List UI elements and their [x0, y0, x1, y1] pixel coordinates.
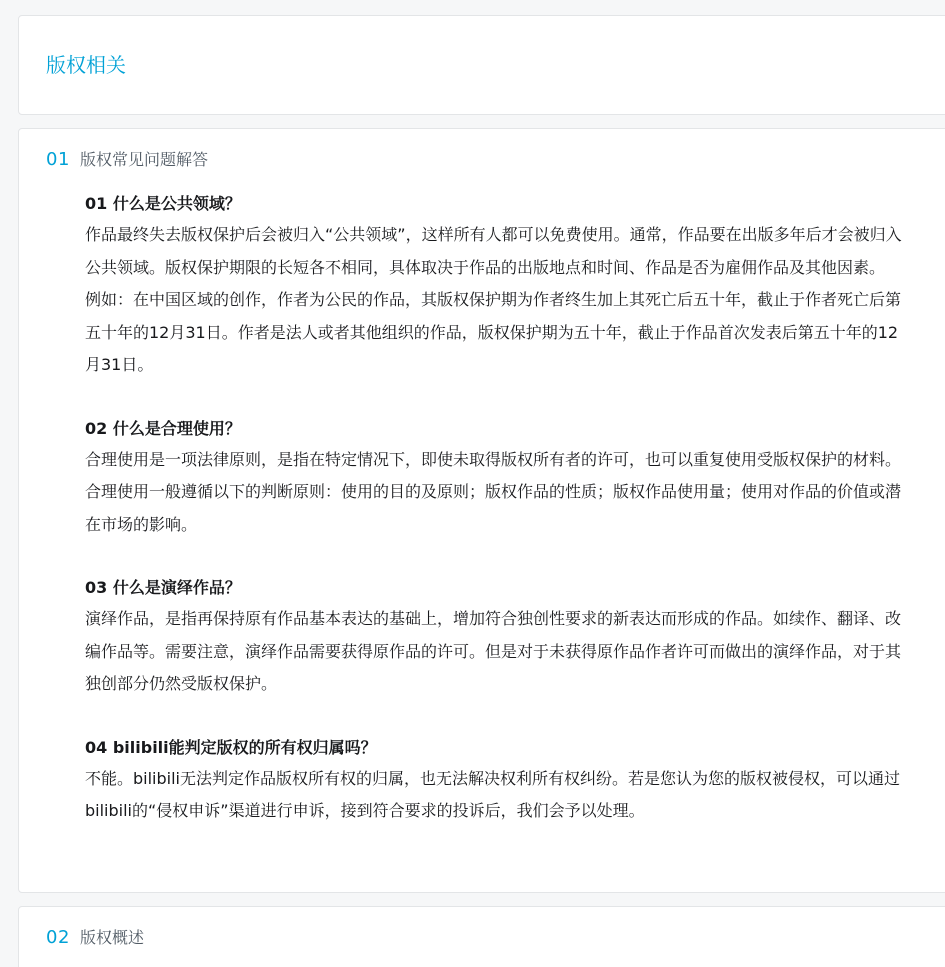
faq-question: 03 什么是演绎作品？: [85, 578, 241, 597]
faq-question: 02 什么是合理使用？: [85, 418, 241, 438]
faq-answer: 不能。bilibili无法判定作品版权所有权的归属，也无法解决权利所有权纠纷。若是您认为您的版权被侵权，可以通过bilibili的“侵权申诉”渠道进行申诉，接到符合要求的投诉后，我们会予以处理。: [85, 768, 900, 820]
section-number: 01: [46, 149, 70, 170]
faq-question: 04 bilibili能判定版权的所有权归属吗？: [85, 737, 377, 757]
faq-answer-example: 例如：在中国区域的创作，作者为公民的作品，其版权保护期为作者终生加上其死亡后五十年，截止于作者死亡后第五十年的12月31日。作者是法人或者其他组织的作品，版权保护期为五十年，截止于作品首次发表后第五十年的12月31日。: [85, 290, 902, 374]
section-title: 版权常见问题解答: [80, 150, 209, 169]
faq-answer: 演绎作品，是指再保持原有作品基本表达的基础上，增加符合独创性要求的新表达而形成的作品。如续作、翻译、改编作品等。需要注意，演绎作品需要获得原作品的许可。但是对于未获得原作品作者许可而做出的演绎作品，对于其独创部分仍然受版权保护。: [85, 609, 902, 693]
section-faq: [18, 128, 945, 893]
section-header[interactable]: [46, 925, 144, 948]
faq-answer: 作品最终失去版权保护后会被归入“公共领域”，这样所有人都可以免费使用。通常，作品要在出版多年后才会被归入公共领域。版权保护期限的长短各不相同，具体取决于作品的出版地点和时间、作品是否为雇佣作品及其他因素。: [85, 225, 902, 277]
faq-item-public-domain: [85, 189, 905, 382]
section-header[interactable]: [46, 147, 208, 170]
section-title: 版权概述: [80, 928, 145, 947]
section-number: 02: [46, 927, 70, 948]
faq-item-derivative-work: [85, 573, 905, 701]
faq-question: 01 什么是公共领域？: [85, 194, 241, 213]
faq-list: [85, 189, 905, 860]
page-title-card: [18, 15, 945, 115]
faq-item-ownership: [85, 733, 905, 828]
section-overview: [18, 906, 945, 967]
faq-item-fair-use: [85, 414, 905, 542]
page-title: 版权相关: [46, 53, 126, 77]
faq-answer: 合理使用是一项法律原则，是指在特定情况下，即使未取得版权所有者的许可，也可以重复使用受版权保护的材料。合理使用一般遵循以下的判断原则：使用的目的及原则；版权作品的性质；版权作品使用量；使用对作品的价值或潜在市场的影响。: [85, 449, 902, 534]
